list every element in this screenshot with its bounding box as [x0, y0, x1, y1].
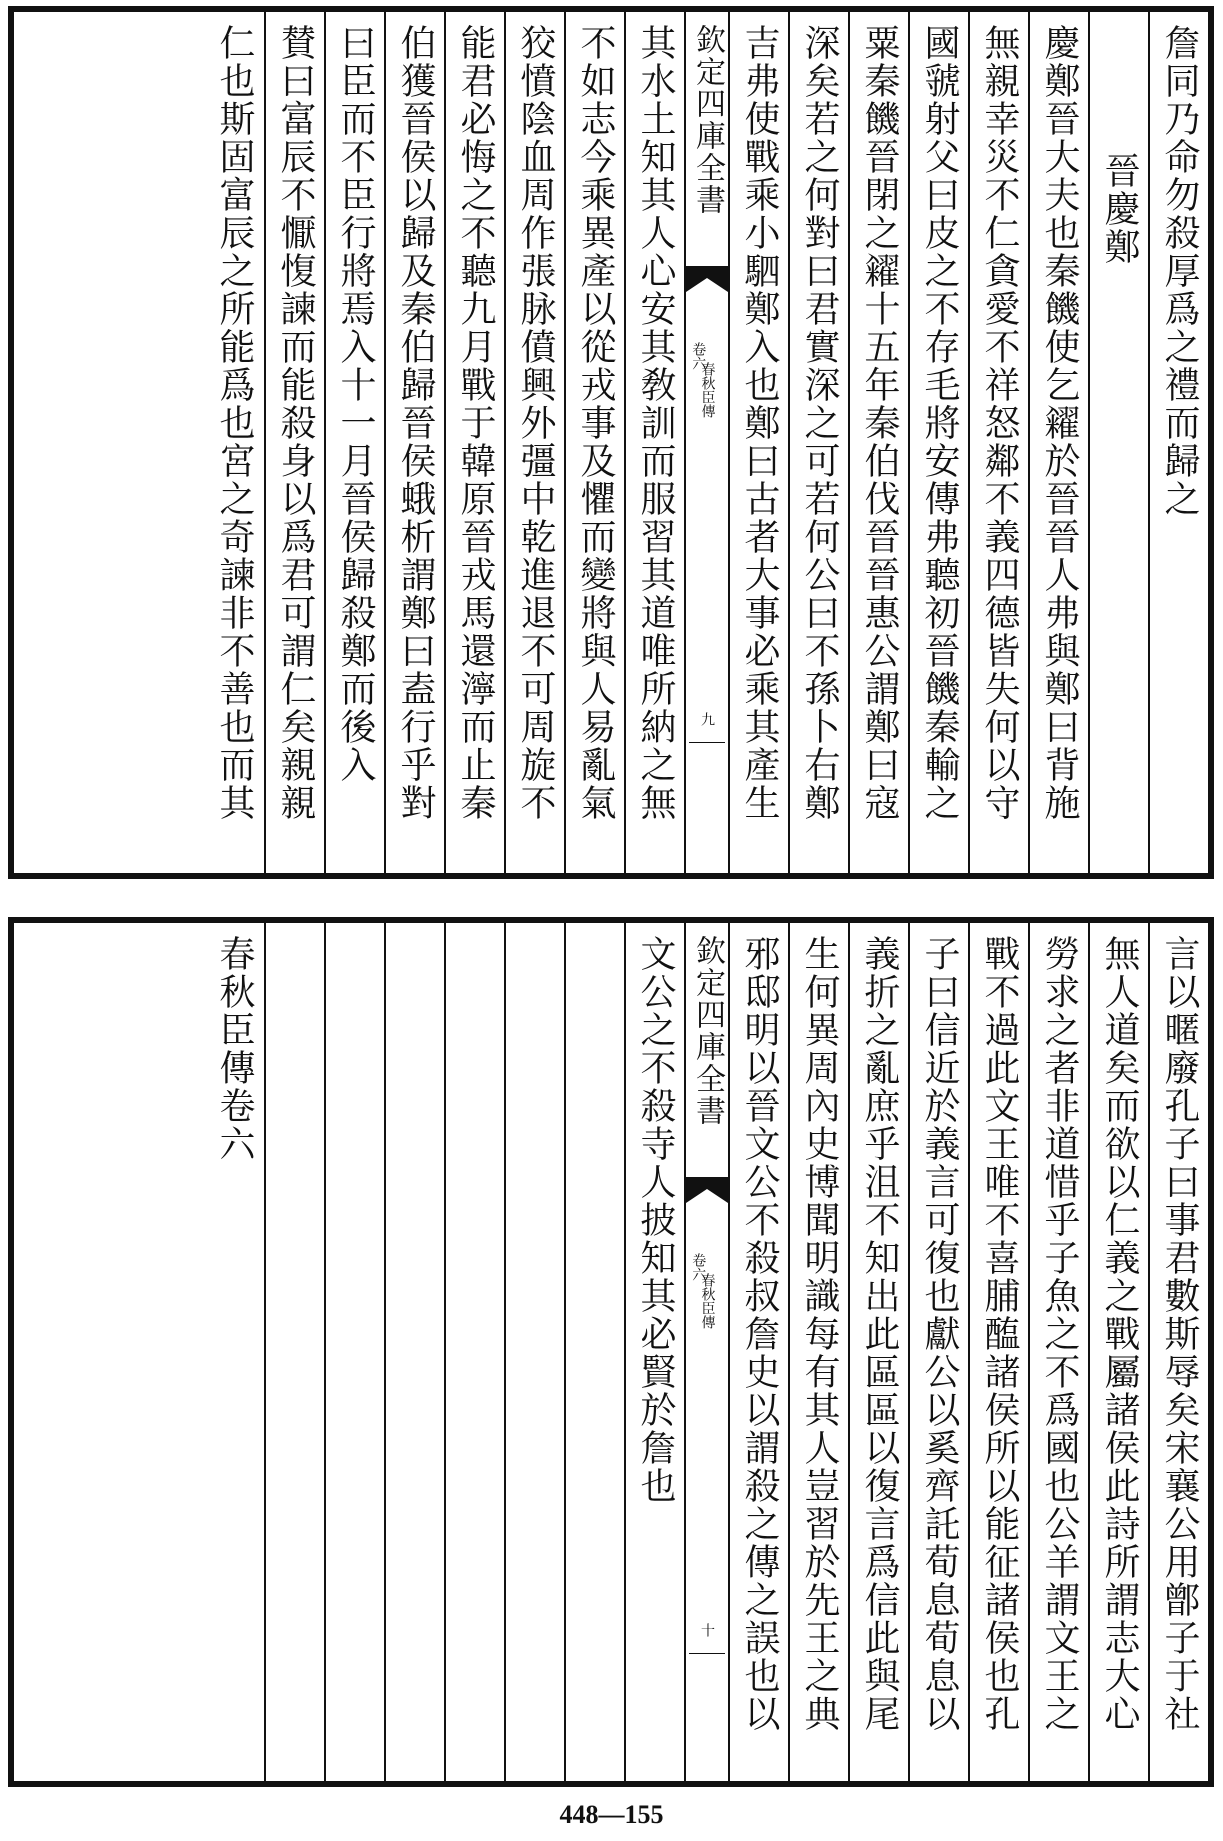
- empty-column: [444, 923, 504, 1781]
- column-text: 賛曰富辰不懨愎諫而能殺身以爲君可謂仁矣親親: [275, 24, 316, 822]
- text-column: [204, 923, 264, 1781]
- center-column: [684, 923, 728, 1781]
- text-column: [624, 12, 684, 873]
- page-code: 448—155: [559, 1800, 664, 1829]
- empty-column: [504, 923, 564, 1781]
- bottom-page-panel: [8, 917, 1214, 1787]
- fish-tail-mark: [686, 266, 728, 294]
- text-column: [1088, 12, 1148, 873]
- column-text: 狡憤陰血周作張脉僨興外彊中乾進退不可周旋不: [515, 24, 556, 822]
- divider: [689, 742, 725, 743]
- page-number: 十: [699, 1623, 715, 1637]
- column-text: 義折之亂庶乎沮不知出此區區以復言爲信此與尾: [859, 935, 900, 1733]
- column-text: 文公之不殺寺人披知其必賢於詹也: [635, 935, 676, 1505]
- empty-column: [324, 923, 384, 1781]
- volume-label: 卷六: [690, 342, 707, 370]
- text-column: [728, 12, 788, 873]
- text-column: [624, 923, 684, 1781]
- text-column: [788, 923, 848, 1781]
- page-number: 九: [699, 712, 715, 726]
- column-text: 伯獲晉侯以歸及秦伯歸晉侯蛾析謂鄭曰盍行乎對: [395, 24, 436, 822]
- text-column: [968, 923, 1028, 1781]
- text-column: [848, 923, 908, 1781]
- text-column: [1088, 923, 1148, 1781]
- text-column: [1148, 923, 1208, 1781]
- column-text: 其水土知其人心安其敎訓而服習其道唯所納之無: [635, 24, 676, 822]
- text-column: [1148, 12, 1208, 873]
- text-column: [788, 12, 848, 873]
- empty-column: [384, 923, 444, 1781]
- text-column: [848, 12, 908, 873]
- column-text: 無人道矣而欲以仁義之戰屬諸侯此詩所謂志大心: [1099, 935, 1140, 1733]
- column-text: 言以暱廢孔子曰事君數斯辱矣宋襄公用鄫子于社: [1159, 935, 1200, 1733]
- volume-end-title: 春秋臣傳卷六: [214, 935, 255, 1163]
- empty-column: [264, 923, 324, 1781]
- divider: [689, 1653, 725, 1654]
- text-column: [968, 12, 1028, 873]
- text-column: [264, 12, 324, 873]
- text-column: [444, 12, 504, 873]
- text-column: [1028, 12, 1088, 873]
- column-text: 粟秦饑晉閉之糴十五年秦伯伐晉晉惠公謂鄭曰寇: [859, 24, 900, 822]
- column-text: 子曰信近於義言可復也獻公以奚齊託荀息荀息以: [919, 935, 960, 1733]
- column-text: 無親幸災不仁貪愛不祥怒鄰不義四德皆失何以守: [979, 24, 1020, 822]
- column-text: 慶鄭晉大夫也秦饑使乞糴於晉晉人弗與鄭曰背施: [1039, 24, 1080, 822]
- text-column: [728, 923, 788, 1781]
- column-text: 吉弗使戰乘小駟鄭入也鄭曰古者大事必乘其產生: [739, 24, 780, 822]
- column-text: 勞求之者非道惜乎子魚之不爲國也公羊謂文王之: [1039, 935, 1080, 1733]
- fish-tail-mark: [686, 1177, 728, 1205]
- book-title: 欽定四庫全書: [690, 935, 725, 1127]
- column-text: 詹同乃命勿殺厚爲之禮而歸之: [1159, 24, 1200, 518]
- column-text: 深矣若之何對曰君實深之可若何公曰不孫卜右鄭: [799, 24, 840, 822]
- volume-label: 卷六: [690, 1253, 707, 1281]
- column-text: 邪邸明以晉文公不殺叔詹史以謂殺之傳之誤也以: [739, 935, 780, 1733]
- column-text: 曰臣而不臣行將焉入十一月晉侯歸殺鄭而後入: [335, 24, 376, 784]
- text-column: [908, 923, 968, 1781]
- text-column: [564, 12, 624, 873]
- sub-title: 春秋臣傳: [699, 362, 716, 418]
- sub-title: 春秋臣傳: [699, 1273, 716, 1329]
- column-text: 不如志今乘異產以從戎事及懼而變將與人易亂氣: [575, 24, 616, 822]
- column-text: 仁也斯固富辰之所能爲也宮之奇諫非不善也而其: [214, 24, 255, 822]
- column-text: 能君必悔之不聽九月戰于韓原晉戎馬還濘而止秦: [455, 24, 496, 822]
- text-column: [324, 12, 384, 873]
- text-column: [384, 12, 444, 873]
- column-text: 生何異周內史博聞明識每有其人豈習於先王之典: [799, 935, 840, 1733]
- text-column: [908, 12, 968, 873]
- text-column: [204, 12, 264, 873]
- center-column: [684, 12, 728, 873]
- empty-column: [564, 923, 624, 1781]
- column-text: 戰不過此文王唯不喜脯醢諸侯所以能征諸侯也孔: [979, 935, 1020, 1733]
- text-column: [504, 12, 564, 873]
- column-text: 國虢射父曰皮之不存毛將安傳弗聽初晉饑秦輸之: [919, 24, 960, 822]
- section-heading: 晉慶鄭: [1099, 152, 1140, 266]
- top-page-panel: [8, 6, 1214, 879]
- book-title: 欽定四庫全書: [690, 24, 725, 216]
- text-column: [1028, 923, 1088, 1781]
